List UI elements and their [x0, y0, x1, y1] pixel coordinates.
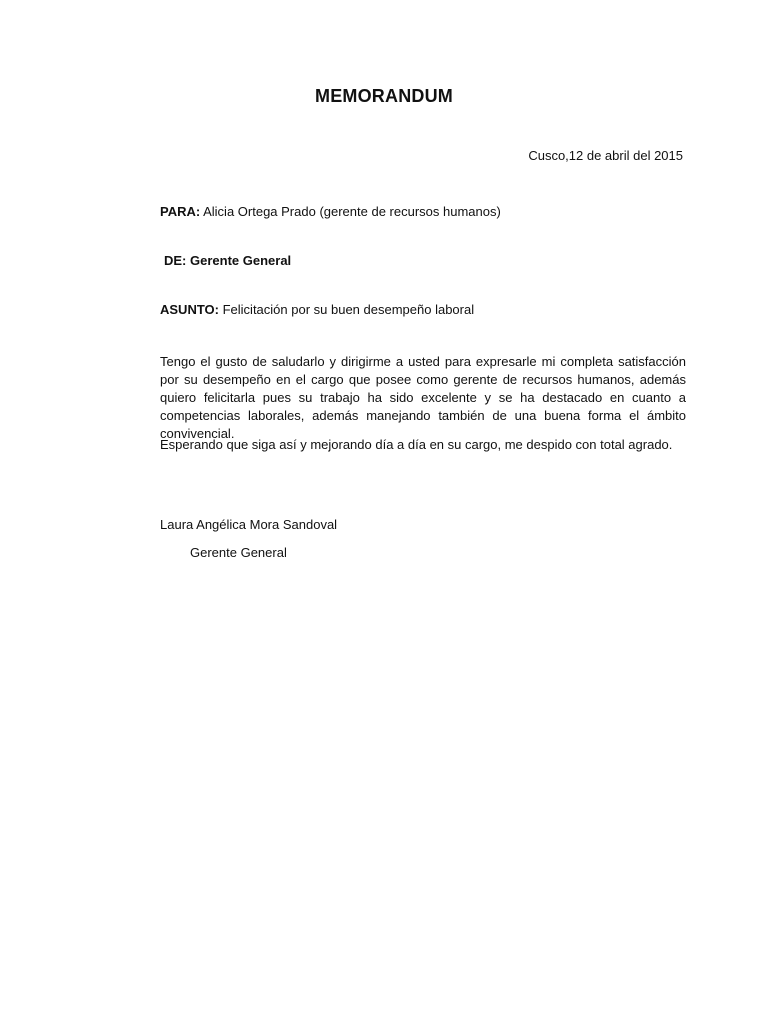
- memo-date: Cusco,12 de abril del 2015: [528, 148, 683, 163]
- body-paragraph-1: Tengo el gusto de saludarlo y dirigirme a usted para expresarle mi completa satisfacción por su desempeño en el cargo que posee como gerente de recursos humanos, además quiero felicitarla pues su trabajo ha sido excelente y se ha destacado en cuanto a competencias laborales, además manejando también de una buena forma el ámbito convivencial.: [160, 354, 686, 441]
- para-value: Alicia Ortega Prado (gerente de recursos humanos): [203, 204, 501, 219]
- signature-name: Laura Angélica Mora Sandoval: [160, 517, 338, 532]
- de-line: [164, 253, 291, 268]
- para-line: [160, 204, 501, 219]
- asunto-value: Felicitación por su buen desempeño laboral: [222, 302, 475, 317]
- de-label: DE:: [164, 253, 187, 268]
- de-value: Gerente General: [190, 253, 292, 268]
- body-paragraph-2: Esperando que siga así y mejorando día a día en su cargo, me despido con total agrado.: [160, 437, 673, 452]
- signature-role: Gerente General: [190, 545, 287, 560]
- memo-title: MEMORANDUM: [315, 86, 453, 106]
- para-label: PARA:: [160, 204, 201, 219]
- asunto-label: ASUNTO:: [160, 302, 219, 317]
- asunto-line: [160, 302, 474, 317]
